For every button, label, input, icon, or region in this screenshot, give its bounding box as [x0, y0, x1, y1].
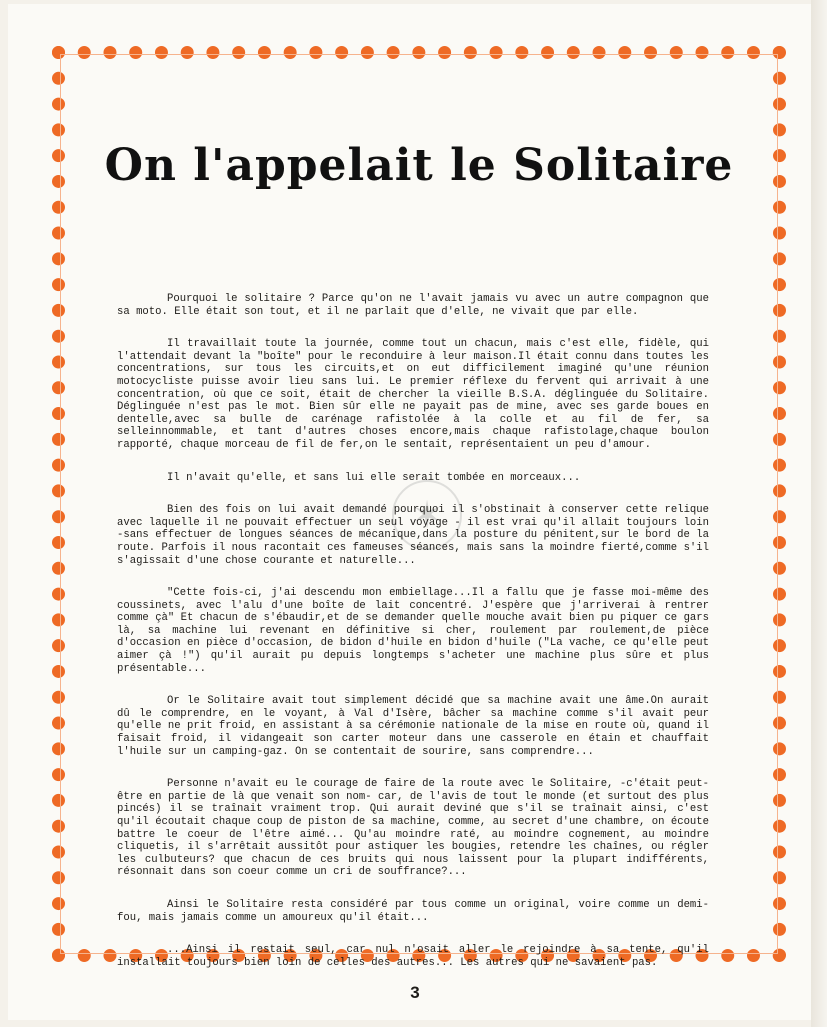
paragraph: Bien des fois on lui avait demandé pourquoi il s'obstinait à conserver cette relique avec laquelle il ne pouvait effectuer un seul voyage - il est vrai qu'il allait toujours loin -sans effectuer de longues séances de mécanique,dans la posture du pénitent,sur le bord de la route. Parfois il nous racontait ces fameuses séances, mais sans la moindre fierté,comme s'il s'agissait d'une chose courante et naturelle... [117, 504, 709, 567]
paragraph: "Cette fois-ci, j'ai descendu mon embiellage...Il a fallu que je fasse moi-même des coussinets, avec l'alu d'une boîte de lait concentré. J'espère que j'arriverai à rentrer comme çà" Et chacun de s'ébaudir,et de se demander quelle mouche avait bien pu piquer ce gars là, sa machine lui revenant en définitive si cher, roulement par roulement,de pièce d'occasion en pièce d'occasion, de bidon d'huile en bidon d'huile ("La vache, ce qu'elle peut aimer çà !") qu'il aurait pu depuis longtemps s'acheter une machine plus sûre et plus présentable... [117, 587, 709, 675]
paragraph: ...Ainsi il restait seul, car nul n'osait aller le rejoindre à sa tente, qu'il installait toujours bien loin de celles des autres... Les autres qui ne savaient pas. [117, 944, 709, 969]
watermark-stamp: ✶ [392, 480, 462, 550]
page-edge [811, 0, 827, 1027]
paragraph: Il n'avait qu'elle, et sans lui elle serait tombée en morceaux... [167, 471, 581, 484]
paragraph: Pourquoi le solitaire ? Parce qu'on ne l'avait jamais vu avec un autre compagnon que sa moto. Elle était son tout, et il ne parlait que d'elle, ne vivait que par elle. [117, 293, 709, 318]
paragraph: Ainsi le Solitaire resta considéré par tous comme un original, voire comme un demi-fou, mais jamais comme un amoureux qu'il était... [117, 898, 709, 924]
paragraph: Il travaillait toute la journée, comme tout un chacun, mais c'est elle, fidèle, qui l'attendait devant la "boîte" pour le reconduire à leur maison.Il était connu dans toutes les concentrations, sur tous les circuits,et on eut difficilement imaginé qu'une réunion motocycliste puisse avoir lieu sans lui. Le premier réflexe du fervent qui arrivait à une concentration, où que ce soit, était de chercher la vieille B.S.A. déglinguée du Solitaire. Déglinguée n'est pas le mot. Bien sûr elle ne payait pas de mine, avec ses garde boues en dentelle,avec sa bulle de carénage rafistolée à la colle et au fil de fer, sa selleinnommable, et tant d'autres choses encore,mais chaque rafistolage,chaque boulon rapporté, chaque morceau de fil de fer,on le sentait, représentaient un peu d'amour. [117, 338, 709, 451]
page-number: 3 [410, 983, 420, 1002]
paragraph: Or le Solitaire avait tout simplement décidé que sa machine avait une âme.On aurait dû le comprendre, en le voyant, à Val d'Isère, bâcher sa machine comme s'il avait peur qu'elle ne prit froid, en assistant à sa cérémonie nationale de la mise en route où, quand il faisait froid, il vidangeait son carter moteur dans une casserole en étain et chauffait l'huile sur un camping-gaz. On se contentait de sourire, sans comprendre... [117, 695, 709, 758]
article-body [117, 293, 709, 989]
paragraph: Personne n'avait eu le courage de faire de la route avec le Solitaire, -c'était peut-être en partie de là que venait son nom- car, de l'avis de tout le monde (et surtout des plus pincés) il se traînait vraiment trop. Qui aurait deviné que s'il se traînait ainsi, c'est qu'il écoutait chaque coup de piston de sa machine, comme, au secret d'une chambre, on écoute battre le coeur de l'être aimé... Qu'au moindre raté, au moindre cognement, au moindre cliquetis, il s'arrêtait aussitôt pour astiquer les bougies, retendre les chaînes, ou régler les culbuteurs? que chacun de ces bruits qui nous laissent pour la plupart indifférents, résonnait dans son coeur comme un cri de souffrance?... [117, 778, 709, 879]
page-title: On l'appelait le Solitaire [104, 140, 734, 191]
